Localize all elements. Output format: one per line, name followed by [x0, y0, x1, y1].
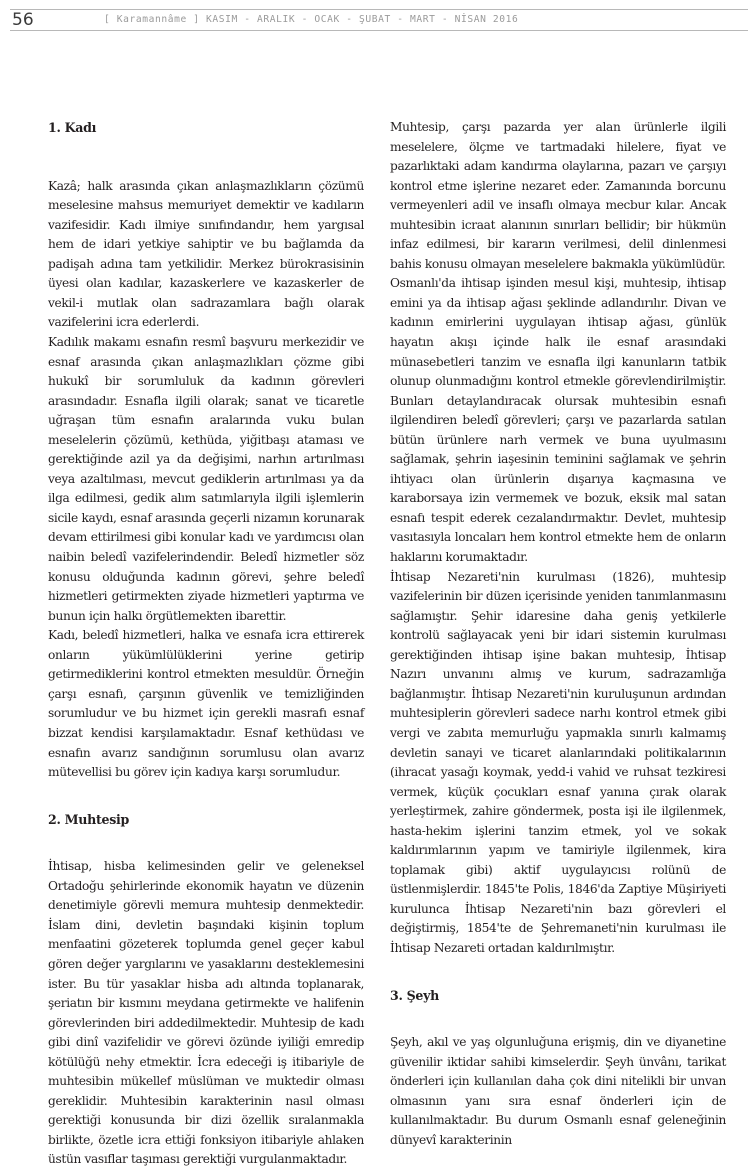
spacer [48, 849, 364, 857]
spacer [390, 1006, 726, 1026]
paragraph: Kadı, beledî hizmetleri, halka ve esnafa icra ettirerek onların yükümlülüklerini yerine getirip getirmediklerini kontrol etmekten mesuldür. Örneğin çarşı esnafı, çarşının güvenlik ve temizliğinden sorumludur ve bu hizmet için gerekli masrafı esnaf bizzat kendisi karşılamaktadır. Esnaf kethüdası ve esnafın avarız sandığının sorumlusu olan avarız mütevellisi bu görev için kadıya karşı sorumludur. [48, 628, 364, 780]
header-rule-top [10, 9, 748, 10]
spacer [48, 802, 364, 810]
section-heading-seyh: 3. Şeyh [390, 988, 440, 1004]
page-number: 56 [12, 10, 34, 30]
spacer [48, 830, 364, 850]
paragraph: Şeyh, akıl ve yaş olgunluğuna erişmiş, din ve diyanetine güvenilir iktidar sahibi kimselerdir. Şeyh ünvânı, tarikat önderleri için kullanılan daha çok dini nitelikli bir unvan olmasının yanı sıra esnaf önderleri için de kullanılmaktadır. Bu durum Osmanlı esnaf geleneğinin dünyevî karakterinin [390, 1035, 726, 1147]
left-column [48, 118, 364, 1170]
section-heading-muhtesip: 2. Muhtesip [48, 812, 129, 828]
spacer [390, 978, 726, 986]
spacer [48, 138, 364, 177]
paragraph: Kadılık makamı esnafın resmî başvuru merkezidir ve esnaf arasında çıkan anlaşmazlıkları çözme gibi hukukî bir sorumluluk da kadının görevleri arasındadır. Esnafla ilgili olarak; sanat ve ticaretle uğraşan tüm esnafın aralarında vuku bulan meselelerin çözümü, kethüda, yiğitbaşı ataması ve gerektiğinde azil ya da değişimi, narhın artırılması veya azaltılması, mevcut gediklerin artırılması ya da ilga edilmesi, gedik alım satımlarıyla ilgili işlemlerin sicile kaydı, esnaf arasında geçerli nizamın korunarak devam ettirilmesi gibi konular kadı ve yardımcısı olan naibin beledî vazifelerindendir. Beledî hizmetler söz konusu olduğunda kadının görevi, şehre beledî hizmetleri getirmekten ziyade hizmetleri yaptırma ve bunun için halkı örgütlemekten ibarettir. [48, 335, 364, 623]
paragraph: Osmanlı'da ihtisap işinden mesul kişi, muhtesip, ihtisap emini ya da ihtisap ağası şeklinde adlandırılır. Divan ve kadının emirlerini uygulayan ihtisap ağası, günlük hayatın akışı içinde halk ile esnaf arasındaki münasebetleri tanzim ve esnafla ilgi kanunların tatbik olunup olunmadığını kontrol etmekle görevlendirilmiştir. Bunları detaylandıracak olursak muhtesibin esnafı ilgilendiren beledî görevleri; çarşı ve pazarlarda satılan bütün ürünlere narh vermek ve buna uyulmasını sağlamak, şehrin iaşesinin teminini sağlamak ve şehrin ihtiyacı olan ürünlerin dışarıya kaçmasına ve karaborsaya izin vermemek ve bozuk, eksik mal satan esnafı tespit ederek cezalandırmaktır. Devlet, muhtesip vasıtasıyla loncaları hem kontrol etmekte hem de onların haklarını korumaktadır. [390, 276, 726, 565]
paragraph: Kazâ; halk arasında çıkan anlaşmazlıkların çözümü meselesine mahsus memuriyet demektir ve kadıların vazifesidir. Kadı ilmiye sınıfındandır, hem yargısal hem de idari yetkiye sahiptir ve bu bağlamda da padişah adına tam yetkilidir. Merkez bürokrasisinin üyesi olan kadılar, kazaskerlere ve kazaskerler de vekil-i mutlak olan sadrazamlara bağlı olarak vazifelerini icra ederlerdi. [48, 178, 364, 330]
paragraph: İhtisap, hisba kelimesinden gelir ve geleneksel Ortadoğu şehirlerinde ekonomik hayatın ve düzenin denetimiyle görevli memura muhtesip denmektedir. İslam dini, devletin başındaki kişinin toplum menfaatini gözeterek toplumda genel geçer kabul gören değer yargılarını ve yasaklarını desteklemesini ister. Bu tür yasaklar hisba adı altında toplanarak, şeriatın bir kısmını meydana getirmekte ve halifenin görevlerinden biri addedilmektedir. Muhtesip de kadı gibi dinî vazifelidir ve görevi özünde iyiliği emredip kötülüğü nehy etmektir. İcra edeceği iş itibariyle de muhtesibin mükellef müslüman ve muktedir olması gereklidir. Muhtesibin karakterinin nasıl olması gerektiği konusunda bir dizi özellik sıralanmakla birlikte, özetle icra ettiği fonksiyon itibariyle ahlaken üstün vasıflar taşıması gerektiği vurgulanmaktadır. [48, 859, 364, 1167]
spacer [390, 959, 726, 979]
header-rule-bottom [10, 30, 748, 31]
right-column [390, 118, 726, 1150]
paragraph: İhtisap Nezareti'nin kurulması (1826), muhtesip vazifelerinin bir düzen içerisinde yeniden tanımlanmasını sağlamıştır. Şehir idaresine daha geniş yetkilerle kontrolü sağlayacak yeni bir idari sistemin kurulması gerektiğinden ihtisap işine bakan muhtesip, İhtisap Nazırı unvanını almış ve kurum, sadrazamlığa bağlanmıştır. İhtisap Nezareti'nin kuruluşunun ardından muhtesiplerin görevleri sadece narhı kontrol etmek gibi vergi ve zabıta memurluğu yapmakla sınırlı kalmamış devletin sanayi ve ticaret alanlarındaki politikalarının (ihracat yasağı koymak, yedd-i vahid ve ruhsat tezkiresi vermek, küçük çocukları esnaf yanına çırak olarak yerleştirmek, zahire göndermek, posta işi ile ilgilenmek, hasta-hekim işlerini tanzim etmek, yol ve sokak kaldırımlarının yapım ve tamiriyle ilgilenmek, kira toplamak gibi) aktif uygulayıcısı rolünü de üstlenmişlerdir. 1845'te Polis, 1846'da Zaptiye Müşiriyeti kurulunca İhtisap Nezareti'nin bazı görevleri el değiştirmiş, 1854'te de Şehremaneti'nin kurulması ile İhtisap Nezareti ortadan kaldırılmıştır. [390, 569, 726, 955]
spacer [48, 783, 364, 803]
running-head: [ Karamannâme ] KASIM - ARALIK - OCAK - ŞUBAT - MART - NİSAN 2016 [104, 14, 519, 25]
spacer [390, 1025, 726, 1033]
section-heading-kadi: 1. Kadı [48, 120, 97, 135]
paragraph: Muhtesip, çarşı pazarda yer alan ürünlerle ilgili meselelere, ölçme ve tartmadaki hilelere, fiyat ve pazarlıktaki adam kandırma olaylarına, pazarı ve çarşıyı kontrol etme işlerine nezaret eder. Zamanında borcunu vermeyenleri adil ve insaflı olmaya mecbur kılar. Ancak muhtesibin icraat alanının sınırları bellidir; bir hükmün infaz edilmesi, bir kararın verilmesi, delil dinlenmesi bahis konusu olmayan meselelere bakmakla yükümlüdür. [390, 120, 726, 271]
